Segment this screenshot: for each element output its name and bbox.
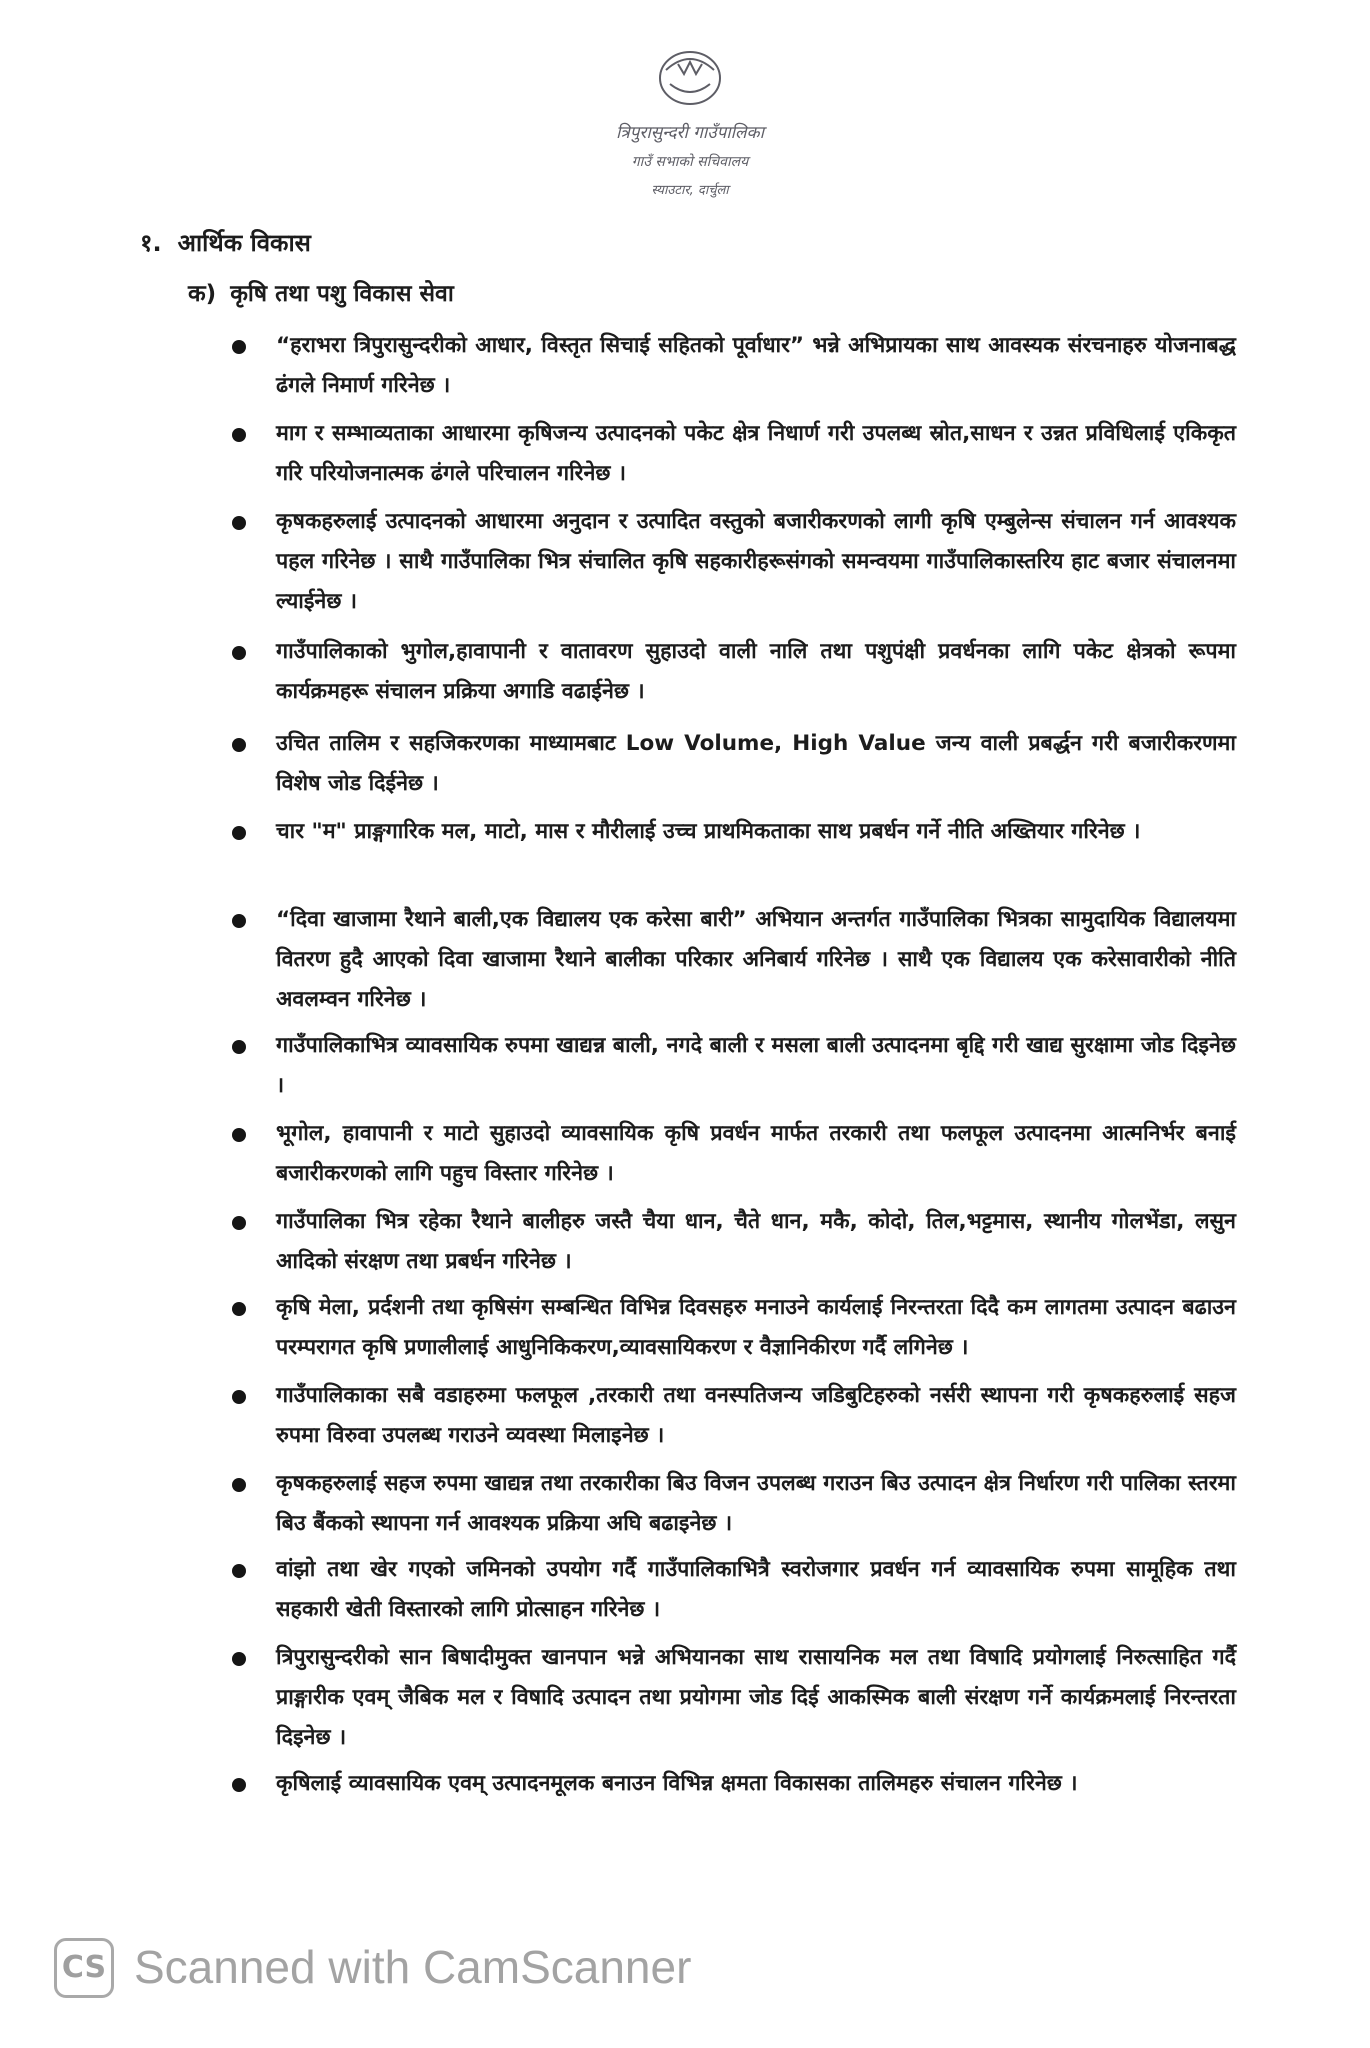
seal-line-1: त्रिपुरासुन्दरी गाउँपालिका [615,123,765,143]
list-item: भूगोल, हावापानी र माटो सुहाउदो व्यावसायिक कृषि प्रवर्धन मार्फत तरकारी तथा फलफूल उत्पादनमा आत्मनिर्भर बनाई बजारीकरणको लागि पहुच विस्तार गरिनेछ । [276,1121,1236,1186]
list-item: त्रिपुरासुन्दरीको सान बिषादीमुक्त खानपान भन्ने अभियानका साथ रासायनिक मल तथा विषादि प्रयोगलाई निरुत्साहित गर्दै प्राङ्गारीक एवम् जैबिक मल र विषादि उत्पादन तथा प्रयोगमा जोड दिई आकस्मिक बाली संरक्षण गर्ने कार्यक्रमलाई निरन्तरता दिइनेछ । [276,1645,1236,1750]
bullet-icon [232,1390,246,1404]
bullet-icon [232,1652,246,1666]
bullet-icon [232,340,246,354]
list-item: गाउँपालिकाको भुगोल,हावापानी र वातावरण सुहाउदो वाली नालि तथा पशुपंक्षी प्रवर्धनका लागि पकेट क्षेत्रको रूपमा कार्यक्रमहरू संचालन प्रक्रिया अगाडि वढाईनेछ । [276,639,1236,704]
subsection-number: क) [188,281,217,307]
bullet-icon [232,516,246,530]
watermark-text: Scanned with CamScanner [134,1941,692,1993]
list-item: कृषिलाई व्यावसायिक एवम् उत्पादनमूलक बनाउन विभिन्न क्षमता विकासका तालिमहरु संचालन गरिनेछ । [276,1771,1078,1796]
bullet-icon [232,1778,246,1792]
list-item: उचित तालिम र सहजिकरणका माध्यामबाट Low Volume, High Value जन्य वाली प्रबर्द्धन गरी बजारीकरणमा विशेष जोड दिईनेछ । [276,731,1236,796]
section-title: आर्थिक विकास [177,229,311,257]
bullet-icon [232,738,246,752]
list-item: गाउँपालिका भित्र रहेका रैथाने बालीहरु जस्तै चैया धान, चैते धान, मकै, कोदो, तिल,भट्टमास, स्थानीय गोलभेंडा, लसुन आदिको संरक्षण तथा प्रबर्धन गरिनेछ । [276,1209,1236,1274]
list-item: “दिवा खाजामा रैथाने बाली,एक विद्यालय एक करेसा बारी” अभियान अन्तर्गत गाउँपालिका भित्रका सामुदायिक विद्यालयमा वितरण हुदै आएको दिवा खाजामा रैथाने बालीका परिकार अनिबार्य गरिनेछ । साथै एक विद्यालय एक करेसावारीको नीति अवलम्वन गरिनेछ । [276,907,1236,1012]
bullet-icon [232,1478,246,1492]
list-item: कृषि मेला, प्रर्दशनी तथा कृषिसंग सम्बन्धित विभिन्न दिवसहरु मनाउने कार्यलाई निरन्तरता दिदै कम लागतमा उत्पादन बढाउन परम्परागत कृषि प्रणालीलाई आधुनिकिकरण,व्यावसायिकरण र वैज्ञानिकीरण गर्दै लगिनेछ । [276,1295,1236,1360]
list-item: माग र सम्भाव्यताका आधारमा कृषिजन्य उत्पादनको पकेट क्षेत्र निधार्ण गरी उपलब्ध स्रोत,साधन र उन्नत प्रविधिलाई एकिकृत गरि परियोजनात्मक ढंगले परिचालन गरिनेछ । [276,421,1236,486]
seal-line-3: स्याउटार, दार्चुला [651,183,729,198]
list-item: गाउँपालिकाभित्र व्यावसायिक रुपमा खाद्यन्न बाली, नगदे बाली र मसला बाली उत्पादनमा बृद्दि गरी खाद्य सुरक्षामा जोड दिइनेछ । [276,1033,1236,1098]
subsection-title: कृषि तथा पशु विकास सेवा [230,281,454,307]
bullet-icon [232,1216,246,1230]
bullet-icon [232,914,246,928]
bullet-icon [232,646,246,660]
bullet-icon [232,1128,246,1142]
list-item: गाउँपालिकाका सबै वडाहरुमा फलफूल ,तरकारी तथा वनस्पतिजन्य जडिबुटिहरुको नर्सरी स्थापना गरी कृषकहरुलाई सहज रुपमा विरुवा उपलब्ध गराउने व्यवस्था मिलाइनेछ । [276,1383,1236,1448]
bullet-icon [232,1040,246,1054]
section-number: १. [140,229,162,257]
bullet-icon [232,1564,246,1578]
list-item: “हराभरा त्रिपुरासुन्दरीको आधार, विस्तृत सिचाई सहितको पूर्वाधार” भन्ने अभिप्रायका साथ आवस्यक संरचनाहरु योजनाबद्ध ढंगले निमार्ण गरिनेछ । [276,333,1236,398]
bullet-icon [232,428,246,442]
list-item: कृषकहरुलाई उत्पादनको आधारमा अनुदान र उत्पादित वस्तुको बजारीकरणको लागी कृषि एम्बुलेन्स संचालन गर्न आवश्यक पहल गरिनेछ । साथै गाउँपालिका भित्र संचालित कृषि सहकारीहरूसंगको समन्वयमा गाउँपालिकास्तरिय हाट बजार संचालनमा ल्याईनेछ । [276,509,1236,614]
list-item: कृषकहरुलाई सहज रुपमा खाद्यन्न तथा तरकारीका बिउ विजन उपलब्ध गराउन बिउ उत्पादन क्षेत्र निर्धारण गरी पालिका स्तरमा बिउ बैंकको स्थापना गर्न आवश्यक प्रक्रिया अघि बढाइनेछ । [276,1471,1236,1536]
bullet-icon [232,826,246,840]
camscanner-logo-icon: CS [54,1938,114,1998]
bullet-icon [232,1302,246,1316]
list-item: चार "म" प्राङ्गगारिक मल, माटो, मास र मौरीलाई उच्च प्राथमिकताका साथ प्रबर्धन गर्ने नीति अख्तियार गरिनेछ । [276,819,1141,844]
list-item: वांझो तथा खेर गएको जमिनको उपयोग गर्दै गाउँपालिकाभित्रै स्वरोजगार प्रवर्धन गर्न व्यावसायिक रुपमा सामूहिक तथा सहकारी खेती विस्तारको लागि प्रोत्साहन गरिनेछ । [276,1557,1236,1622]
seal-line-2: गाउँ सभाको सचिवालय [631,154,749,170]
